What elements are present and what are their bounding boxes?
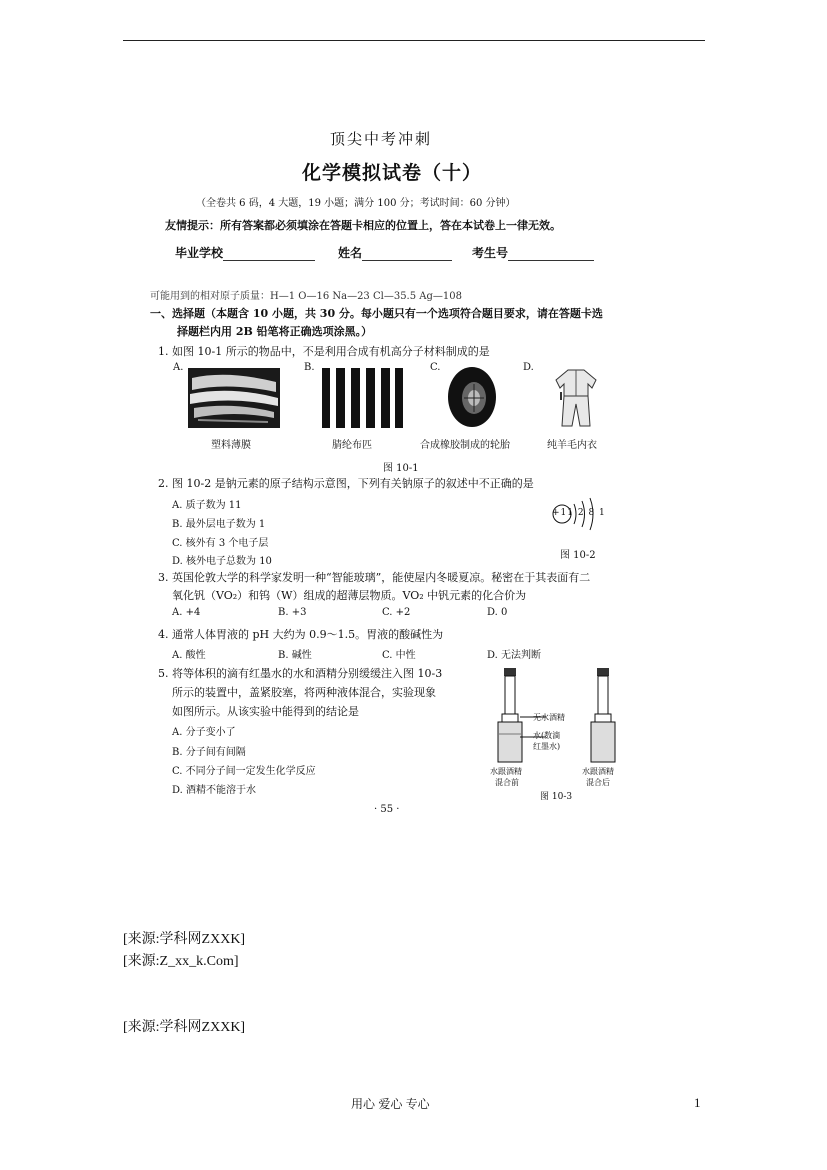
q1-caption-d: 纯羊毛内衣 [547, 440, 597, 451]
q3-option-d: D. 0 [487, 607, 508, 618]
caption-after-1: 水跟酒精 [582, 767, 614, 776]
field-school [175, 244, 315, 261]
q2-option-d: D. 核外电子总数为 10 [172, 556, 272, 567]
field-name-label: 姓名 [338, 246, 363, 260]
plastic-film-image [188, 368, 280, 428]
q1-caption-b: 腈纶布匹 [332, 440, 372, 451]
q4-option-c: C. 中性 [382, 650, 416, 661]
q5-option-a: A. 分子变小了 [172, 727, 236, 738]
footer-page-number: 1 [694, 1095, 701, 1110]
series-title: 顶尖中考冲刺 [330, 130, 433, 148]
q2-option-c: C. 核外有 3 个电子层 [172, 538, 269, 549]
q1-letter-b: B. [304, 362, 315, 373]
q5-figure-label: 图 10-3 [540, 792, 573, 802]
q4-stem: 4. 通常人体胃液的 pH 大约为 0.9～1.5。胃液的酸碱性为 [158, 628, 444, 641]
q5-stem-2: 所示的装置中，盖紧胶塞，将两种液体混合，实验现象 [172, 686, 436, 699]
q1-letter-c: C. [430, 362, 441, 373]
label-water-1: 水(数滴 [533, 731, 561, 740]
caption-after-2: 混合后 [586, 778, 610, 787]
q2-option-b: B. 最外层电子数为 1 [172, 519, 266, 530]
field-name [338, 244, 452, 261]
q1-caption-a: 塑料薄膜 [211, 440, 251, 451]
source-note-3: [来源:学科网ZXXK] [123, 1020, 246, 1035]
q1-stem: 1. 如图 10-1 所示的物品中，不是利用合成有机高分子材料制成的是 [158, 345, 490, 358]
q5-option-b: B. 分子间有间隔 [172, 747, 246, 758]
apparatus-after-image [583, 664, 623, 764]
caption-before-1: 水跟酒精 [490, 767, 522, 776]
scan-page-number: · 55 · [374, 804, 400, 815]
sodium-diagram-label: +11 2 8 1 [552, 508, 606, 518]
id-blank [508, 250, 594, 261]
q5-stem-1: 5. 将等体积的滴有红墨水的水和酒精分别缓缓注入图 10-3 [158, 667, 443, 680]
q4-option-b: B. 碱性 [278, 650, 312, 661]
q2-option-a: A. 质子数为 11 [172, 500, 242, 511]
q1-letter-a: A. [173, 362, 184, 373]
atomic-masses: 可能用到的相对原子质量：H—1 O—16 Na—23 Cl—35.5 Ag—108 [150, 291, 462, 302]
exam-title: 化学模拟试卷（十） [302, 162, 483, 184]
name-blank [362, 250, 452, 261]
q3-stem-2: 氧化钒（VO₂）和钨（W）组成的超薄层物质。VO₂ 中钒元素的化合价为 [172, 589, 527, 602]
caption-before-2: 混合前 [495, 778, 519, 787]
q3-option-c: C. +2 [382, 607, 411, 618]
rubber-tire-image [446, 366, 498, 428]
q1-letter-d: D. [523, 362, 534, 373]
q3-stem-1: 3. 英国伦敦大学的科学家发明一种“智能玻璃”，能使屋内冬暖夏凉。秘密在于其表面有二 [158, 571, 591, 584]
q4-option-a: A. 酸性 [172, 650, 206, 661]
q5-option-c: C. 不同分子间一定发生化学反应 [172, 766, 316, 777]
section1-heading-1: 一、选择题（本题含 10 小题，共 30 分。每小题只有一个选项符合题目要求，请在答题卡选 [150, 307, 603, 320]
exam-info: （全卷共 6 码，4 大题，19 小题；满分 100 分；考试时间：60 分钟） [196, 198, 516, 209]
field-school-label: 毕业学校 [175, 246, 224, 260]
q3-option-a: A. +4 [172, 607, 201, 618]
label-alcohol: 无水酒精 [533, 713, 565, 722]
top-rule [123, 40, 705, 41]
section1-heading-2: 择题栏内用 2B 铅笔将正确选项涂黑。） [177, 325, 373, 338]
q1-figure-label: 图 10-1 [383, 463, 419, 474]
wool-underwear-image [552, 366, 600, 430]
q3-option-b: B. +3 [278, 607, 307, 618]
q1-caption-c: 合成橡胶制成的轮胎 [420, 440, 510, 451]
q5-stem-3: 如图所示。从该实验中能得到的结论是 [172, 705, 359, 718]
label-water-2: 红墨水) [533, 742, 561, 751]
source-note-1: [来源:学科网ZXXK] [123, 932, 246, 947]
acrylic-cloth-image [320, 368, 404, 428]
source-note-2: [来源:Z_xx_k.Com] [123, 954, 239, 969]
q2-figure-label: 图 10-2 [560, 550, 596, 561]
q2-stem: 2. 图 10-2 是钠元素的原子结构示意图，下列有关钠原子的叙述中不正确的是 [158, 477, 534, 490]
field-id-label: 考生号 [472, 246, 509, 260]
field-id [472, 244, 594, 261]
school-blank [223, 250, 315, 261]
q4-option-d: D. 无法判断 [487, 650, 542, 661]
footer-motto: 用心 爱心 专心 [351, 1097, 430, 1111]
notice: 友情提示：所有答案都必须填涂在答题卡相应的位置上，答在本试卷上一律无效。 [165, 219, 561, 232]
q5-option-d: D. 酒精不能溶于水 [172, 785, 257, 796]
